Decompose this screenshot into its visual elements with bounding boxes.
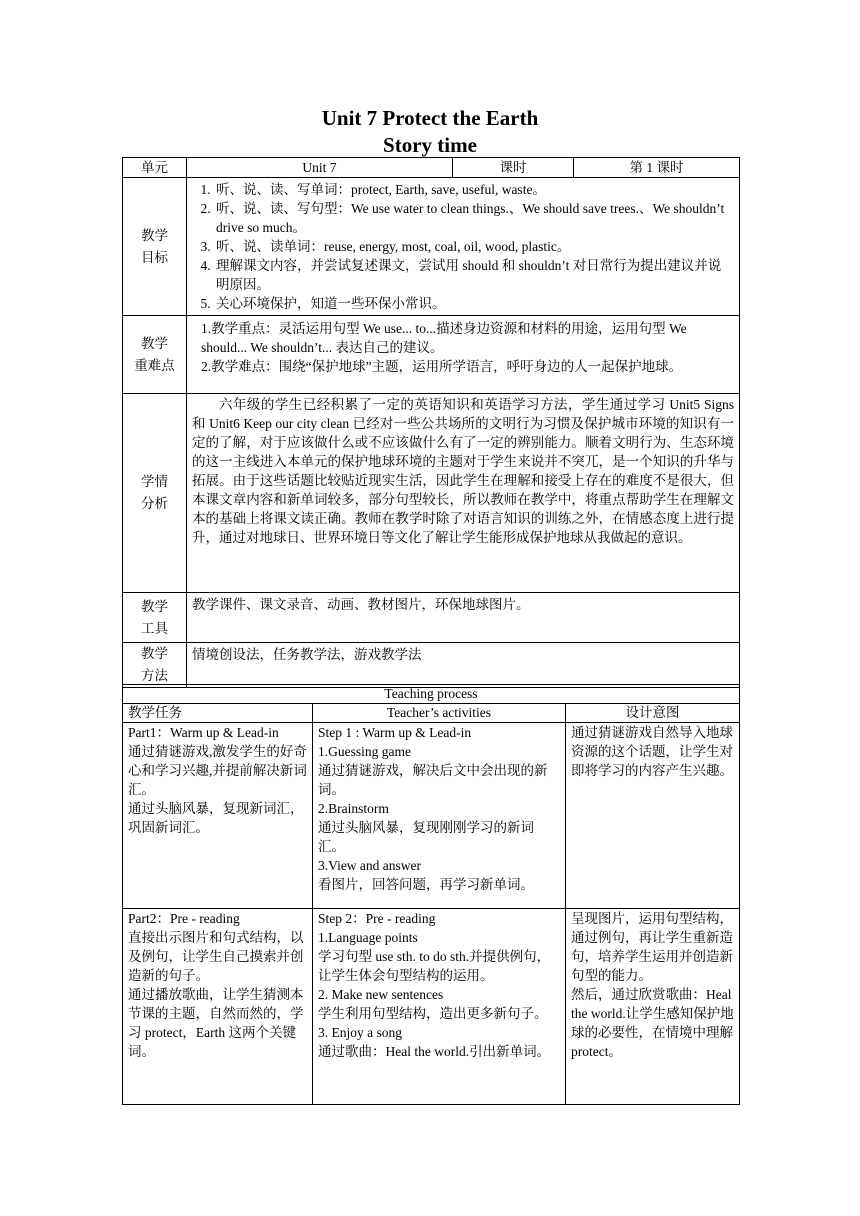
activity-text: 学习句型 use sth. to do sth.并提供例句，让学生体会句型结构的运用。 bbox=[318, 949, 551, 983]
goal-item: 3. 听、说、读单词：reuse, energy, most, coal, oil, wood, plastic。 bbox=[214, 237, 734, 256]
methods-text: 情境创设法，任务教学法，游戏教学法 bbox=[187, 643, 740, 688]
activity-item: 3. Enjoy a song bbox=[318, 1025, 402, 1040]
activity-text: 看图片，回答问题，再学习新单词。 bbox=[318, 877, 534, 892]
goals-row bbox=[123, 178, 740, 316]
task-text: 直接出示图片和句式结构，以及例句，让学生自己摸索并创造新的句子。 bbox=[128, 930, 304, 983]
activity-text: 通过歌曲：Heal the world.引出新单词。 bbox=[318, 1044, 551, 1059]
keypoints-row bbox=[123, 316, 740, 394]
task-text: 通过头脑风暴，复现新词汇，巩固新词汇。 bbox=[128, 801, 304, 835]
activity-text: 通过猜谜游戏，解决后文中会出现的新词。 bbox=[318, 763, 548, 797]
keypoints-content bbox=[187, 316, 740, 394]
goal-item: 5. 关心环境保护，知道一些环保小常识。 bbox=[214, 294, 734, 313]
activities-cell bbox=[313, 909, 566, 1105]
goal-item: 4. 理解课文内容，并尝试复述课文，尝试用 should 和 shouldn’t 对日常行为提出建议并说明原因。 bbox=[214, 256, 734, 294]
activity-item: 2.Brainstorm bbox=[318, 801, 389, 816]
activity-item: 3.View and answer bbox=[318, 858, 422, 873]
unit-label: 单元 bbox=[123, 158, 187, 178]
process-row bbox=[123, 909, 740, 1105]
teaching-process-table bbox=[122, 684, 740, 1105]
task-text: 通过猜谜游戏,激发学生的好奇心和学习兴趣,并提前解决新词汇。 bbox=[128, 744, 307, 797]
keypoint-difficulty: 2.教学难点：围绕“保护地球”主题，运用所学语言，呼吁身边的人一起保护地球。 bbox=[201, 359, 683, 374]
intent-text: 通过猜谜游戏自然导入地球资源的这个话题，让学生对即将学习的内容产生兴趣。 bbox=[571, 725, 733, 778]
activity-text: 学生利用句型结构，造出更多新句子。 bbox=[318, 1006, 548, 1021]
goals-content bbox=[187, 178, 740, 316]
activity-step: Step 2：Pre - reading bbox=[318, 911, 436, 926]
document-subtitle: Story time bbox=[383, 133, 477, 157]
lesson-info-table bbox=[122, 157, 740, 688]
goal-item: 1. 听、说、读、写单词：protect, Earth, save, useful, waste。 bbox=[214, 180, 734, 199]
keypoint-focus: 1.教学重点：灵活运用句型 We use... to...描述身边资源和材料的用途，运用句型 We should... We shouldn’t... 表达自己的建议。 bbox=[201, 321, 687, 355]
period-label: 课时 bbox=[453, 158, 574, 178]
intent-cell bbox=[566, 909, 740, 1105]
intent-text: 呈现图片，运用句型结构，通过例句，再让学生重新造句，培养学生运用并创造新句型的能力。 bbox=[571, 911, 733, 983]
goals-list bbox=[192, 180, 734, 313]
period-value: 第 1 课时 bbox=[574, 158, 740, 178]
task-cell bbox=[123, 909, 313, 1105]
process-row bbox=[123, 723, 740, 909]
activity-item: 1.Language points bbox=[318, 930, 418, 945]
analysis-content bbox=[187, 394, 740, 593]
activity-item: 2. Make new sentences bbox=[318, 987, 444, 1002]
keypoints-label: 教学 重难点 bbox=[123, 316, 187, 394]
process-title-row bbox=[123, 685, 740, 704]
unit-value: Unit 7 bbox=[187, 158, 453, 178]
activity-step: Step 1 : Warm up & Lead-in bbox=[318, 725, 472, 740]
header-intent: 设计意图 bbox=[566, 704, 740, 723]
task-text: 通过播放歌曲，让学生猜测本节课的主题，自然而然的，学习 protect，Earth 这两个关键词。 bbox=[128, 987, 304, 1059]
header-task: 教学任务 bbox=[123, 704, 313, 723]
process-header-row bbox=[123, 704, 740, 723]
intent-text: 然后，通过欣赏歌曲：Heal the world.让学生感知保护地球的必要性，在情境中理解 protect。 bbox=[571, 987, 734, 1059]
task-title: Part2：Pre - reading bbox=[128, 911, 240, 926]
process-title: Teaching process bbox=[123, 685, 740, 704]
activity-text: 通过头脑风暴，复现刚刚学习的新词汇。 bbox=[318, 820, 534, 854]
analysis-text: 六年级的学生已经积累了一定的英语知识和英语学习方法，学生通过学习 Unit5 Signs 和 Unit6 Keep our city clean 已经对一些公共场所的文明行为习惯及保护城市环境的知识有一定的了解，对于应该做什么或不应该做什么有了一定的辨别能力。顺着文明行为、生态环境的这一主线进入本单元的保护地球环境的主题对于学生来说并不突兀，是一个知识的升华与拓展。由于这些话题比较贴近现实生活，因此学生在理解和接受上存在的难度不是很大，但本课文章内容和新单词较多，部分句型较长，所以教师在教学中，将重点帮助学生在理解文本的基础上将课文读正确。教师在教学时除了对语言知识的训练之外，在情感态度上进行提升，通过对地球日、世界环境日等文化了解让学生能形成保护地球从我做起的意识。 bbox=[192, 397, 734, 545]
goal-item: 2. 听、说、读、写句型：We use water to clean things.、We should save trees.、We shouldn’t drive so much。 bbox=[214, 199, 734, 237]
info-row bbox=[123, 158, 740, 178]
tools-text: 教学课件、课文录音、动画、教材图片，环保地球图片。 bbox=[187, 593, 740, 643]
task-cell bbox=[123, 723, 313, 909]
methods-label: 教学 方法 bbox=[123, 643, 187, 688]
header-activities: Teacher’s activities bbox=[313, 704, 566, 723]
activity-item: 1.Guessing game bbox=[318, 744, 411, 759]
analysis-row bbox=[123, 394, 740, 593]
activities-cell bbox=[313, 723, 566, 909]
methods-row bbox=[123, 643, 740, 688]
tools-label: 教学 工具 bbox=[123, 593, 187, 643]
intent-cell bbox=[566, 723, 740, 909]
analysis-label: 学情 分析 bbox=[123, 394, 187, 593]
document-title: Unit 7 Protect the Earth bbox=[321, 106, 539, 130]
goals-label: 教学 目标 bbox=[123, 178, 187, 316]
tools-row bbox=[123, 593, 740, 643]
task-title: Part1：Warm up & Lead-in bbox=[128, 725, 279, 740]
